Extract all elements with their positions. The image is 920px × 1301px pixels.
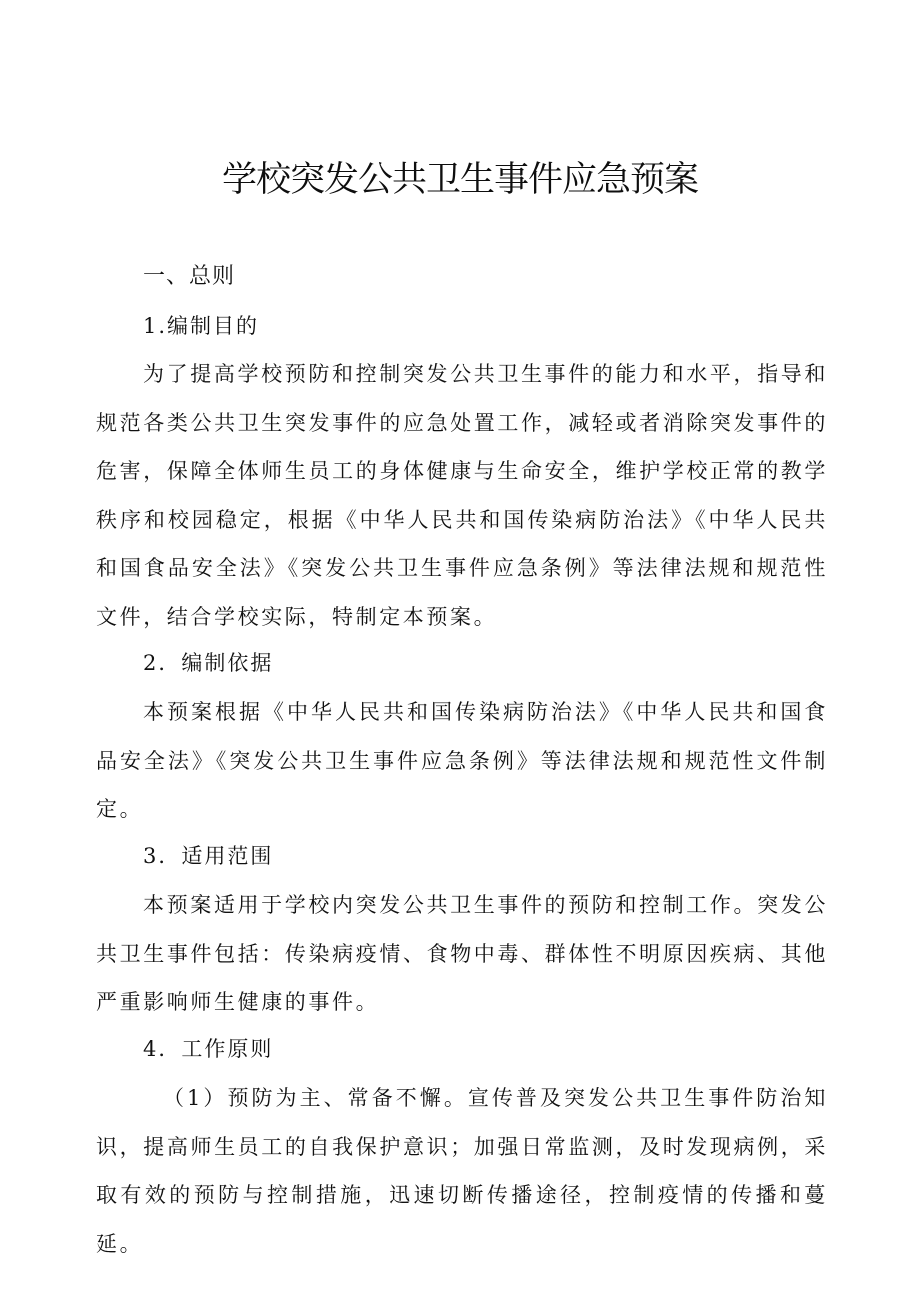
section-heading-general: 一、总则 xyxy=(143,264,236,289)
subsection-heading-basis: 2．编制依据 xyxy=(143,651,274,675)
document-title: 学校突发公共卫生事件应急预案 xyxy=(221,160,698,200)
paragraph-principle-1: （1）预防为主、常备不懈。宣传普及突发公共卫生事件防治知识，提高师生员工的自我保护意识；加强日常监测，及时发现病例，采取有效的预防与控制措施，迅速切断传播途径，控制疫情的传播和蔓延。 xyxy=(96,1086,828,1256)
subsection-heading-principles: 4．工作原则 xyxy=(143,1037,274,1061)
paragraph-purpose: 为了提高学校预防和控制突发公共卫生事件的能力和水平，指导和规范各类公共卫生突发事件的应急处置工作，减轻或者消除突发事件的危害，保障全体师生员工的身体健康与生命安全，维护学校正常的教学秩序和校园稳定，根据《中华人民共和国传染病防治法》《中华人民共和国食品安全法》《突发公共卫生事件应急条例》等法律法规和规范性文件，结合学校实际，特制定本预案。 xyxy=(96,362,828,629)
subsection-heading-scope: 3．适用范围 xyxy=(143,844,274,868)
subsection-heading-purpose: 1.编制目的 xyxy=(143,314,260,338)
paragraph-basis: 本预案根据《中华人民共和国传染病防治法》《中华人民共和国食品安全法》《突发公共卫生事件应急条例》等法律法规和规范性文件制定。 xyxy=(96,700,828,822)
paragraph-scope: 本预案适用于学校内突发公共卫生事件的预防和控制工作。突发公共卫生事件包括：传染病疫情、食物中毒、群体性不明原因疾病、其他严重影响师生健康的事件。 xyxy=(96,893,828,1015)
